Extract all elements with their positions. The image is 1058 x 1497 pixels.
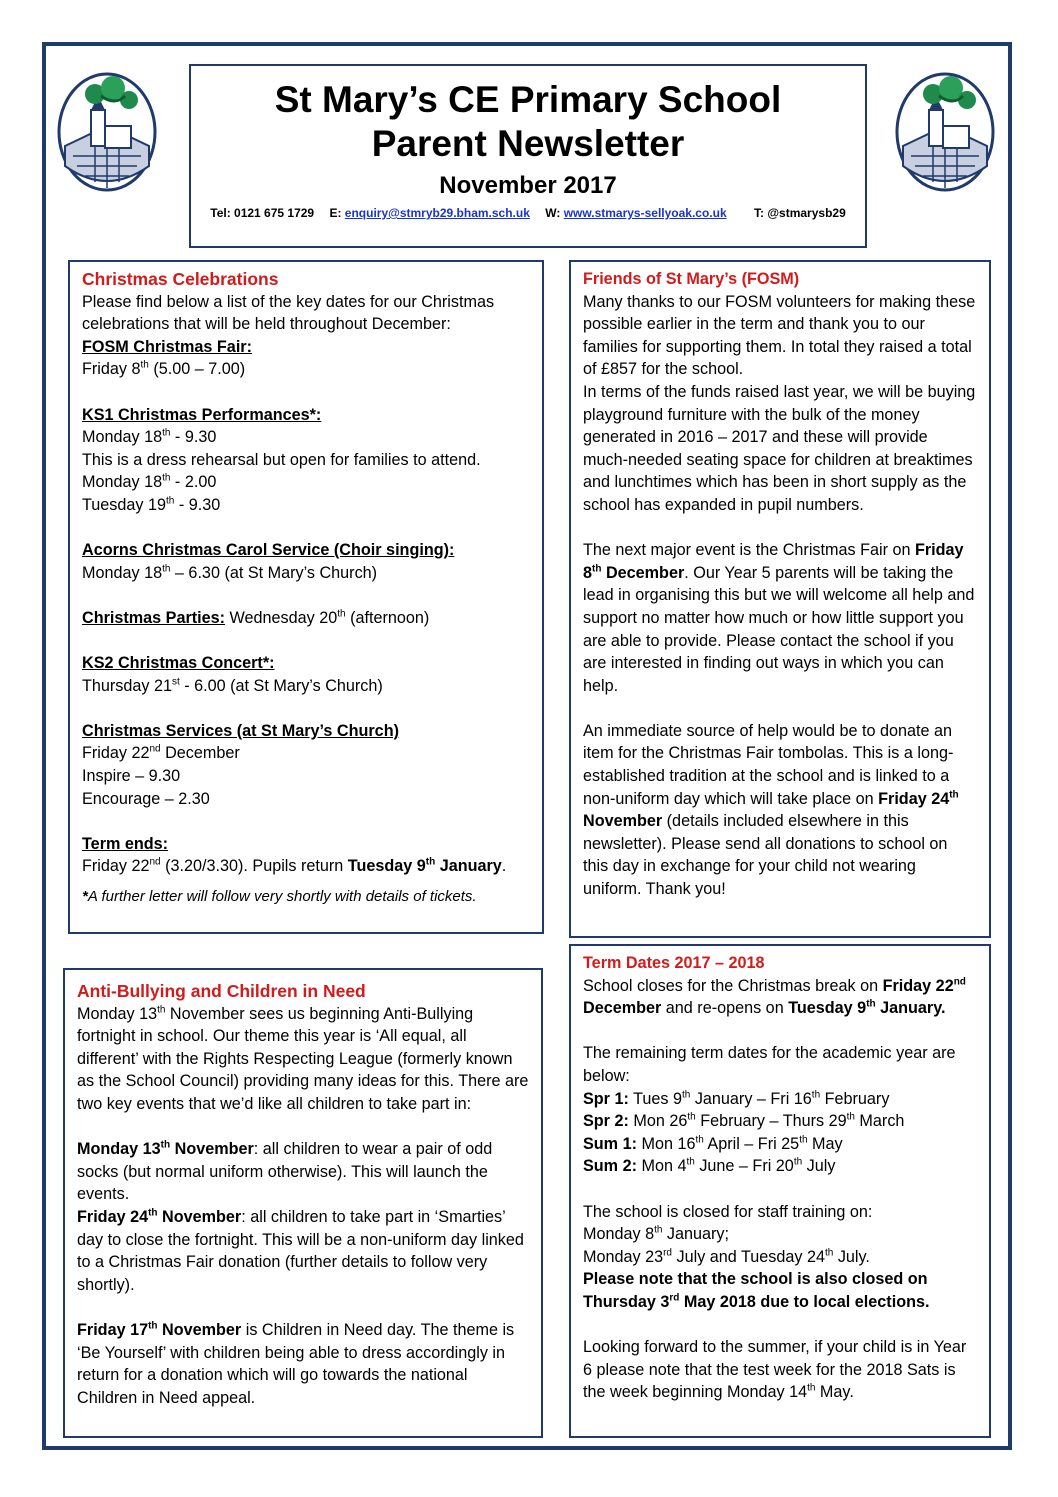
twitter-handle: T: @stmarysb29 (754, 206, 846, 220)
christmas-celebrations-box (68, 260, 544, 934)
term-sum1: Sum 1: Mon 16th April – Fri 25th May (583, 1134, 843, 1153)
term-para-1: School closes for the Christmas break on Friday 22nd December and re-opens on Tuesday 9th January. (583, 976, 966, 1018)
newsletter-header (189, 64, 867, 248)
christmas-intro: Please find below a list of the key dates for our Christmas celebrations that will be held throughout December: (82, 292, 495, 334)
year6-sats-note: Looking forward to the summer, if your child is in Year 6 please note that the test week for the 2018 Sats is the week beginning Monday 14th May. (583, 1338, 967, 1402)
fosm-para-3: The next major event is the Christmas Fair on Friday 8th December. Our Year 5 parents will be taking the lead in organising this but we will welcome all help and support no matter how much or how little support you are able to provide. Please contact the school if you are interested in finding out ways in which you can help. (583, 541, 975, 695)
services-heading: Christmas Services (at St Mary’s Church) (82, 721, 399, 740)
parties-line: Christmas Parties: Wednesday 20th (afternoon) (82, 608, 430, 627)
term-dates-box (569, 944, 991, 1438)
ks1-date-2: Monday 18th - 2.00 (82, 472, 217, 492)
fosm-box (569, 260, 991, 938)
fosm-para-2: In terms of the funds raised last year, we will be buying playground furniture with the bulk of the money generated in 2016 – 2017 and these will provide much-needed seating space for children at breaktimes and lunchtimes which has been in short supply as the school has expanded in pupil numbers. (583, 382, 976, 514)
school-logo-right (893, 66, 997, 194)
term-spr2: Spr 2: Mon 26th February – Thurs 29th March (583, 1111, 905, 1131)
web-label: W: (545, 206, 561, 220)
term-sum2: Sum 2: Mon 4th June – Fri 20th July (583, 1156, 836, 1176)
email-link[interactable]: enquiry@stmryb29.bham.sch.uk (344, 206, 530, 220)
term-dates-title: Term Dates 2017 – 2018 (583, 954, 765, 972)
staff-training-1: Monday 8th January; (583, 1224, 730, 1244)
email-label: E: (329, 206, 342, 220)
christmas-title: Christmas Celebrations (82, 269, 279, 289)
elections-closure-note: Please note that the school is also closed on Thursday 3rd May 2018 due to local elections. (583, 1270, 930, 1311)
bullying-para-1: Monday 13th November sees us beginning Anti-Bullying fortnight in school. Our theme this year is ‘All equal, all different’ with the Rights Respecting League (formerly known as the School Council) providing many ideas for this. There are two key events that we’d like all children to take part in: (77, 1004, 529, 1113)
fosm-para-4: An immediate source of help would be to donate an item for the Christmas Fair tombolas. This is a long-established tradition at the school and is linked to a non-uniform day which will take place on Friday 24th November (details included elsewhere in this newsletter). Please send all donations to school on this day in exchange for your child not wearing uniform. Thank you! (583, 721, 959, 899)
ks1-date-3: Tuesday 19th - 9.30 (82, 495, 221, 514)
telephone: Tel: 0121 675 1729 (210, 206, 315, 220)
bullying-para-2: Monday 13th November: all children to wear a pair of odd socks (but normal uniform otherwise). This will launch the events. (77, 1139, 493, 1204)
staff-training-heading: The school is closed for staff training on: (583, 1202, 873, 1221)
ks1-heading: KS1 Christmas Performances*: (82, 405, 322, 424)
anti-bullying-title: Anti-Bullying and Children in Need (77, 981, 366, 1001)
bullying-para-4: Friday 17th November is Children in Need day. The theme is ‘Be Yourself’ with children being able to dress accordingly in return for a donation which will go towards the national Children in Need appeal. (77, 1320, 515, 1407)
contact-line (191, 206, 865, 220)
fosm-title: Friends of St Mary’s (FOSM) (583, 270, 800, 288)
fosm-fair-date: Friday 8th (5.00 – 7.00) (82, 359, 246, 379)
fosm-para-1: Many thanks to our FOSM volunteers for making these possible earlier in the term and thank you to our families for supporting them. In total they raised a total of £857 for the school. (583, 292, 976, 379)
website-link[interactable]: www.stmarys-sellyoak.co.uk (563, 206, 727, 220)
ks2-heading: KS2 Christmas Concert*: (82, 654, 275, 673)
anti-bullying-box (63, 968, 543, 1438)
staff-training-2: Monday 23rd July and Tuesday 24th July. (583, 1247, 870, 1266)
services-date: Friday 22nd December (82, 744, 240, 763)
school-name: St Mary’s CE Primary School (274, 79, 782, 120)
bullying-para-3: Friday 24th November: all children to take part in ‘Smarties’ day to close the fortnight. This will be a non-uniform day linked to a Christmas Fair donation (further details to follow very shortly). (77, 1207, 524, 1294)
acorns-date: Monday 18th – 6.30 (at St Mary’s Church) (82, 563, 378, 582)
ks1-date-1: Monday 18th - 9.30 (82, 427, 217, 447)
school-logo-left (55, 66, 159, 194)
term-ends-line: Friday 22nd (3.20/3.30). Pupils return Tuesday 9th January. (82, 857, 507, 876)
term-ends-heading: Term ends: (82, 834, 169, 853)
issue-month: November 2017 (439, 172, 617, 199)
term-spr1: Spr 1: Tues 9th January – Fri 16th February (583, 1089, 890, 1108)
acorns-heading: Acorns Christmas Carol Service (Choir singing): (82, 541, 455, 560)
ks2-date: Thursday 21st - 6.00 (at St Mary’s Church) (82, 676, 383, 695)
term-para-2: The remaining term dates for the academic year are below: (583, 1044, 956, 1085)
inspire-time: Inspire – 9.30 (82, 767, 181, 786)
tickets-footnote: *A further letter will follow very shortly with details of tickets. (82, 888, 477, 906)
encourage-time: Encourage – 2.30 (82, 789, 210, 808)
newsletter-title: Parent Newsletter (371, 123, 685, 164)
ks1-note: This is a dress rehearsal but open for families to attend. (82, 450, 481, 469)
fosm-fair-heading: FOSM Christmas Fair: (82, 337, 253, 356)
